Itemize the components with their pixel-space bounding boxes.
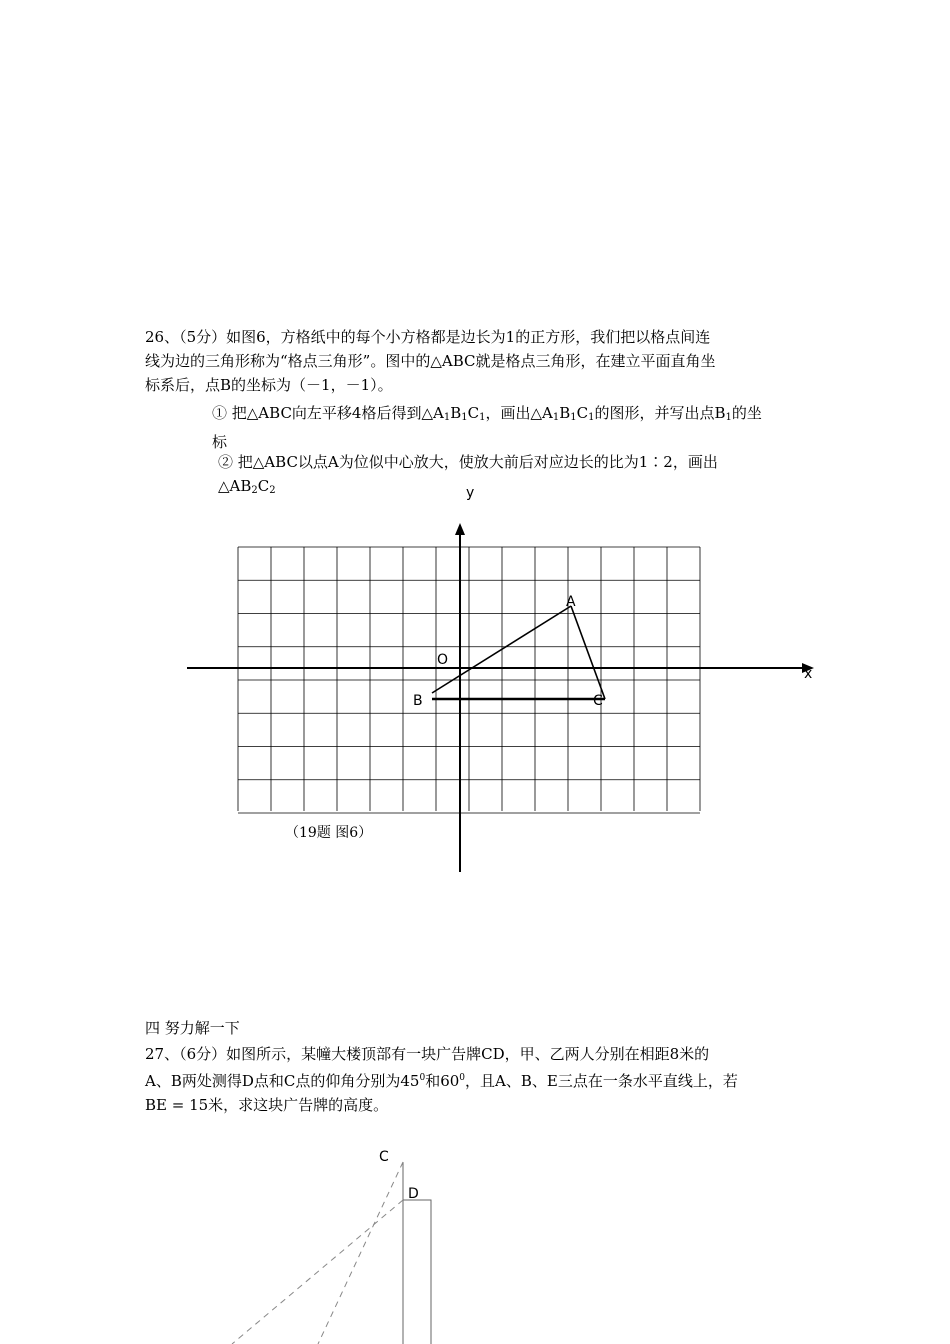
degree-mark: 0 bbox=[419, 1073, 426, 1083]
point-c-label-fig27: C bbox=[379, 1149, 389, 1165]
point-c-label: C bbox=[593, 693, 603, 709]
x-axis-label: x bbox=[804, 666, 813, 682]
subscript: 2 bbox=[269, 485, 276, 496]
subscript: 1 bbox=[479, 412, 486, 423]
y-axis-arrow-icon bbox=[455, 523, 465, 535]
subscript: 1 bbox=[570, 412, 577, 423]
text-fragment: ，画出△A bbox=[485, 404, 553, 422]
subscript: 2 bbox=[251, 485, 258, 496]
figure-27-building bbox=[232, 1162, 431, 1344]
q27-text bbox=[145, 1042, 807, 1117]
q27-line1: 27、（6分）如图所示，某幢大楼顶部有一块广告牌CD，甲、乙两人分别在相距8米的 bbox=[145, 1045, 710, 1063]
q26-part2-line1: ② 把△ABC以点A为位似中心放大，使放大前后对应边长的比为1∶2，画出 bbox=[218, 453, 718, 471]
text-fragment: △AB bbox=[218, 477, 252, 495]
building bbox=[403, 1200, 431, 1344]
q26-line2: 线为边的三角形称为“格点三角形”。图中的△ABC就是格点三角形，在建立平面直角坐 bbox=[145, 352, 716, 370]
subscript: 1 bbox=[461, 412, 468, 423]
section4-heading: 四 努力解一下 bbox=[145, 1019, 240, 1037]
subscript: 1 bbox=[588, 412, 595, 423]
subscript: 1 bbox=[725, 412, 732, 423]
grid-lines bbox=[238, 547, 700, 813]
text-fragment: C bbox=[257, 477, 270, 495]
q26-line1: 26、（5分）如图6，方格纸中的每个小方格都是边长为1的正方形，我们把以格点间连 bbox=[145, 328, 711, 346]
text-fragment: 的坐 bbox=[731, 404, 762, 422]
q26-line3: 标系后，点B的坐标为（－1，－1）。 bbox=[145, 376, 393, 394]
segment-ac bbox=[571, 606, 605, 699]
q27-line3: BE = 15米，求这块广告牌的高度。 bbox=[145, 1096, 389, 1114]
text-fragment: C bbox=[467, 404, 480, 422]
triangle-abc bbox=[432, 606, 605, 699]
sight-line-to-d bbox=[232, 1200, 403, 1344]
text-fragment: ，且A、B、E三点在一条水平直线上，若 bbox=[465, 1072, 738, 1090]
subscript: 1 bbox=[443, 412, 451, 423]
text-fragment: ① 把△ABC向左平移4格后得到△A bbox=[212, 404, 444, 422]
q27-line2 bbox=[145, 1066, 807, 1093]
q26-part1-line2: 标 bbox=[212, 433, 228, 451]
text-fragment: C bbox=[576, 404, 589, 422]
degree-mark: 0 bbox=[459, 1073, 466, 1083]
sight-line-to-c bbox=[318, 1162, 403, 1344]
y-axis-label: y bbox=[466, 485, 475, 501]
point-a-label: A bbox=[566, 594, 576, 610]
text-fragment: B bbox=[450, 404, 462, 422]
subscript: 1 bbox=[552, 412, 560, 423]
text-fragment: B bbox=[559, 404, 571, 422]
origin-label: O bbox=[437, 652, 449, 668]
point-b-label: B bbox=[413, 693, 423, 709]
text-fragment: A、B两处测得D点和C点的仰角分别为45 bbox=[145, 1072, 420, 1090]
text-fragment: 的图形，并写出点B bbox=[594, 404, 726, 422]
figure-6-caption: （19题 图6） bbox=[285, 825, 373, 841]
point-d-label-fig27: D bbox=[408, 1186, 419, 1202]
text-fragment: 和60 bbox=[425, 1072, 460, 1090]
